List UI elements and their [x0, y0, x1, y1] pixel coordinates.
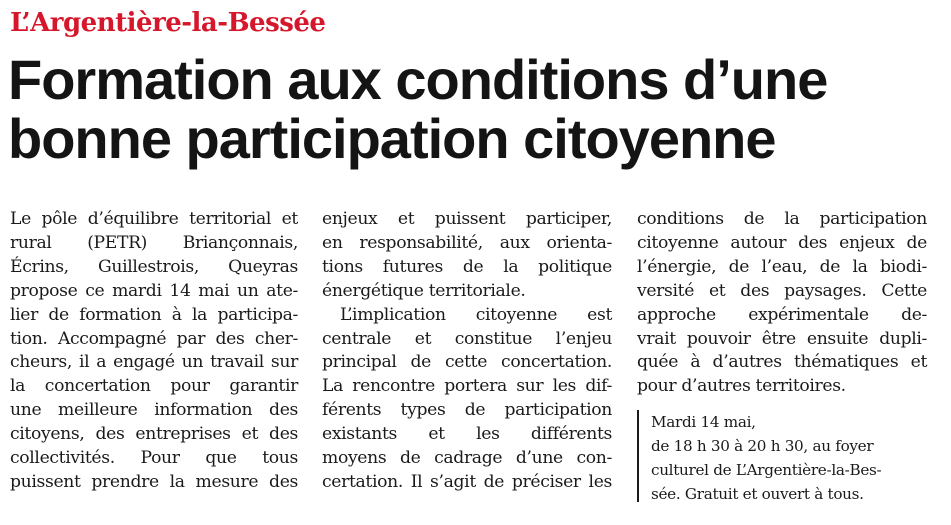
text-line: lier de formation à la participa- [10, 304, 298, 325]
article-column-2 [322, 208, 612, 495]
article-column-3 [637, 208, 927, 399]
event-info-line: de 18 h 30 à 20 h 30, au foyer [651, 437, 874, 455]
text-line: enjeux et puissent participer, [322, 209, 612, 229]
article-column-1 [10, 208, 298, 495]
text-line: en responsabilité, aux orienta- [322, 232, 612, 253]
text-line: l’énergie, de l’eau, de la biodi- [637, 256, 927, 277]
text-line: pour d’autres territoires. [637, 376, 846, 397]
text-line: tion. Accompagné par des cher- [10, 328, 298, 349]
text-line: quée à d’autres thématiques et [637, 352, 927, 373]
text-line: puissent prendre la mesure des [10, 471, 298, 492]
section-kicker: L’Argentière-la-Bessée [10, 8, 326, 38]
text-line: citoyenne autour des enjeux de [637, 232, 927, 253]
text-line: la concertation pour garantir [10, 376, 298, 397]
text-line: une meilleure information des [10, 400, 298, 421]
text-line: tions futures de la politique [322, 256, 612, 277]
text-line: propose ce mardi 14 mai un ate- [10, 280, 298, 301]
text-line: énergétique territoriale. [322, 280, 526, 301]
text-line: Le pôle d’équilibre territorial et [10, 209, 298, 229]
event-info-line: sée. Gratuit et ouvert à tous. [651, 485, 864, 503]
text-line: Écrins, Guillestrois, Queyras [10, 256, 298, 277]
headline-line: Formation aux conditions d’une [8, 48, 828, 111]
text-line: conditions de la participation [637, 209, 927, 229]
event-info-line: culturel de L’Argentière-la-Bes- [651, 461, 882, 479]
text-line: approche expérimentale de- [637, 304, 927, 325]
text-line: moyens de cadrage d’une con- [322, 448, 612, 469]
text-line: férents types de participation [322, 400, 612, 421]
text-line: principal de cette concertation. [322, 352, 612, 373]
text-line: cheurs, il a engagé un travail sur [10, 352, 298, 373]
text-line: vrait pouvoir être ensuite dupli- [637, 328, 927, 349]
text-line: centrale et constitue l’enjeu [322, 328, 612, 349]
headline-line: bonne participation citoyenne [8, 107, 776, 170]
text-line: rural (PETR) Briançonnais, [10, 232, 298, 253]
article-headline [8, 50, 943, 168]
text-line: La rencontre portera sur les dif- [322, 376, 612, 397]
text-line: existants et les différents [322, 424, 612, 445]
text-line: certation. Il s’agit de préciser les [322, 471, 612, 492]
text-line: citoyens, des entreprises et des [10, 424, 298, 445]
event-info-box [637, 410, 929, 502]
text-line: collectivités. Pour que tous [10, 448, 298, 469]
text-line: L’implication citoyenne est [340, 304, 612, 325]
event-info-line: Mardi 14 mai, [651, 413, 756, 431]
text-line: versité et des paysages. Cette [637, 280, 927, 301]
